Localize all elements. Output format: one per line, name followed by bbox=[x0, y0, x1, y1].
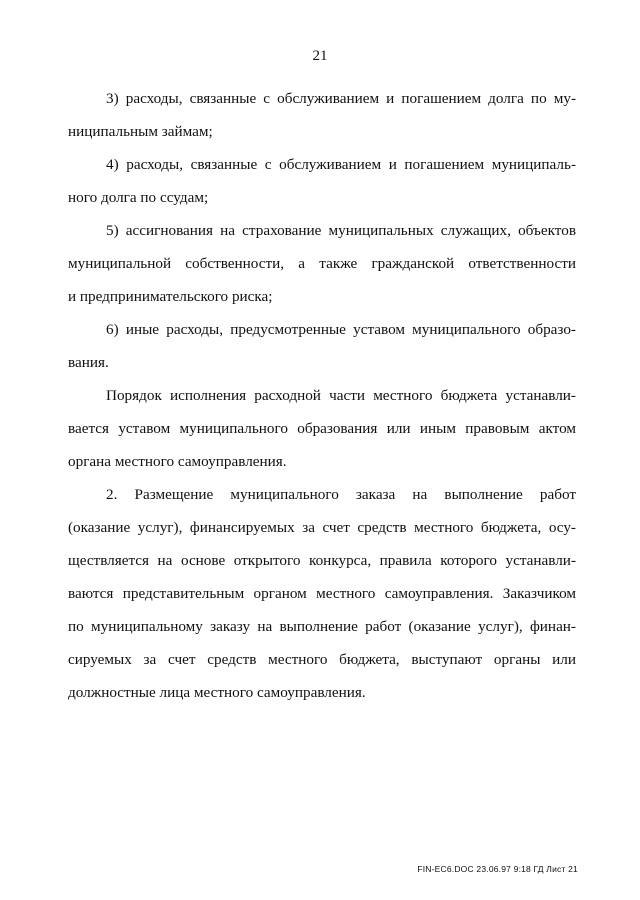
text-line: 4) расходы, связанные с обслуживанием и погашением муниципаль- bbox=[106, 156, 576, 173]
text-line: 3) расходы, связанные с обслуживанием и погашением долга по му- bbox=[106, 90, 576, 107]
text-line: (оказание услуг), финансируемых за счет средств местного бюджета, осу- bbox=[68, 519, 576, 536]
text-line: 2. Размещение муниципального заказа на выполнение работ bbox=[106, 486, 576, 503]
text-line: органа местного самоуправления. bbox=[68, 453, 287, 470]
text-line: вания. bbox=[68, 354, 109, 371]
text-line: муниципальной собственности, а также гражданской ответственности bbox=[68, 255, 576, 272]
text-line: сируемых за счет средств местного бюджета, выступают органы или bbox=[68, 651, 576, 668]
page-number: 21 bbox=[312, 48, 328, 64]
text-line: ниципальным займам; bbox=[68, 123, 213, 140]
text-line: вается уставом муниципального образования или иным правовым актом bbox=[68, 420, 576, 437]
text-line: должностные лица местного самоуправления. bbox=[68, 684, 366, 701]
text-line: ществляется на основе открытого конкурса, правила которого устанавли- bbox=[68, 552, 576, 569]
text-line: Порядок исполнения расходной части местного бюджета устанавли- bbox=[106, 387, 576, 404]
text-line: по муниципальному заказу на выполнение работ (оказание услуг), финан- bbox=[68, 618, 576, 635]
document-body bbox=[68, 82, 576, 709]
footer-document-info: FIN-EC6.DOC 23.06.97 9:18 ГД Лист 21 bbox=[417, 864, 578, 874]
text-line: ного долга по ссудам; bbox=[68, 189, 209, 206]
text-line: ваются представительным органом местного самоуправления. Заказчиком bbox=[68, 585, 576, 602]
text-line: 6) иные расходы, предусмотренные уставом муниципального образо- bbox=[106, 321, 576, 338]
text-line: и предпринимательского риска; bbox=[68, 288, 273, 305]
text-line: 5) ассигнования на страхование муниципальных служащих, объектов bbox=[106, 222, 576, 239]
